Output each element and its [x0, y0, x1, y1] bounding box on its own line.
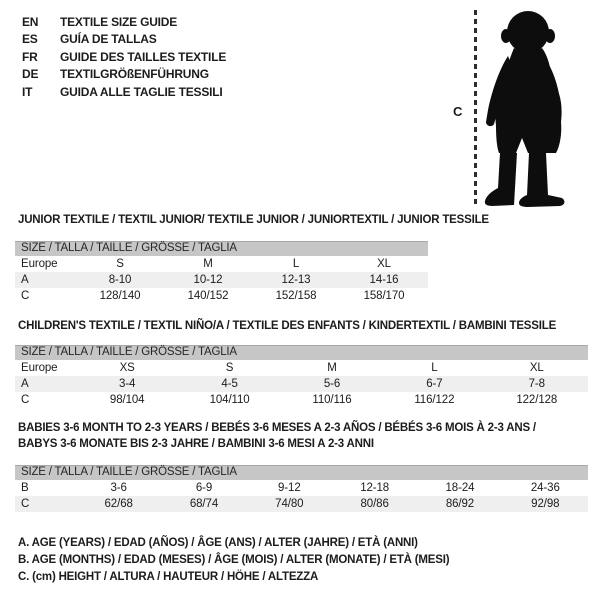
size-cell: M	[327, 362, 337, 374]
language-title: GUIDE DES TAILLES TEXTILE	[60, 49, 227, 64]
size-header-bar	[15, 465, 588, 480]
size-cell: XL	[377, 258, 391, 270]
table-title-line: CHILDREN'S TEXTILE / TEXTIL NIÑO/A / TEXTILE DES ENFANTS / KINDERTEXTIL / BAMBINI TESSILE	[18, 320, 557, 332]
size-cell: 8-10	[108, 274, 132, 286]
size-cell: 7-8	[528, 378, 545, 390]
footnote-c: C. (cm) HEIGHT / ALTURA / HAUTEUR / HÖHE / ALTEZZA	[18, 571, 319, 583]
baby-silhouette-icon	[482, 10, 572, 208]
size-cell: 86/92	[445, 498, 475, 510]
size-cell: 152/158	[275, 290, 317, 302]
size-cell: L	[431, 362, 438, 374]
size-table	[15, 465, 588, 512]
table-row	[15, 480, 588, 496]
size-cell: XL	[529, 362, 544, 374]
size-header-label: SIZE / TALLA / TAILLE / GRÖSSE / TAGLIA	[21, 346, 237, 358]
size-cell: 3-4	[119, 378, 136, 390]
table-title-line: BABIES 3-6 MONTH TO 2-3 YEARS / BEBÉS 3-6 MESES A 2-3 AÑOS / BÉBÉS 3-6 MOIS À 2-3 ANS /	[18, 422, 536, 434]
size-cell: 3-6	[110, 482, 127, 494]
language-title: TEXTILGRÖßENFÜHRUNG	[60, 67, 209, 82]
size-cell: 68/74	[189, 498, 219, 510]
table-row	[15, 360, 588, 376]
table-row	[15, 256, 428, 272]
language-row	[22, 13, 226, 31]
size-header-label: SIZE / TALLA / TAILLE / GRÖSSE / TAGLIA	[21, 242, 237, 254]
size-cell: 128/140	[99, 290, 141, 302]
size-cell: 24-36	[530, 482, 560, 494]
language-title: GUÍA DE TALLAS	[60, 32, 157, 47]
size-cell: 74/80	[275, 498, 304, 510]
size-cell: 92/98	[531, 498, 560, 510]
language-row	[22, 31, 226, 49]
height-measure-line	[474, 10, 477, 206]
row-label: C	[21, 394, 30, 406]
footnotes	[18, 535, 449, 586]
size-cell: M	[203, 258, 213, 270]
size-cell: 10-12	[193, 274, 223, 286]
size-cell: S	[225, 362, 234, 374]
language-code: EN	[22, 14, 39, 29]
size-cell: 62/68	[104, 498, 133, 510]
size-table	[15, 345, 588, 408]
row-label: A	[21, 378, 29, 390]
size-header-bar	[15, 241, 428, 256]
row-label: Europe	[21, 258, 58, 270]
language-list	[22, 13, 226, 101]
size-cell: 12-13	[281, 274, 311, 286]
table-title	[18, 212, 489, 228]
language-code: IT	[22, 84, 33, 99]
row-label: C	[21, 498, 30, 510]
table-row	[15, 376, 588, 392]
size-cell: S	[116, 258, 124, 270]
size-table-grid	[15, 360, 588, 408]
language-row	[22, 66, 226, 84]
table-row	[15, 496, 588, 512]
footnote-a: A. AGE (YEARS) / EDAD (AÑOS) / ÂGE (ANS) / ALTER (JAHRE) / ETÀ (ANNI)	[18, 537, 418, 549]
language-title: TEXTILE SIZE GUIDE	[60, 14, 178, 29]
size-cell: 104/110	[209, 394, 250, 406]
size-table-grid	[15, 480, 588, 512]
size-cell: 80/86	[360, 498, 389, 510]
size-cell: 18-24	[445, 482, 475, 494]
size-table-grid	[15, 256, 428, 304]
table-title-line: JUNIOR TEXTILE / TEXTIL JUNIOR/ TEXTILE JUNIOR / JUNIORTEXTIL / JUNIOR TESSILE	[18, 214, 489, 226]
size-cell: 9-12	[278, 482, 301, 494]
language-title: GUIDA ALLE TAGLIE TESSILI	[60, 84, 223, 99]
language-code: ES	[22, 32, 38, 47]
size-cell: 110/116	[312, 394, 352, 406]
size-table	[15, 241, 428, 304]
size-cell: 6-7	[426, 378, 443, 390]
language-row	[22, 83, 226, 101]
size-cell: XS	[119, 362, 135, 374]
height-measure-label: C	[453, 104, 463, 119]
table-title	[18, 318, 556, 334]
row-label: A	[21, 274, 29, 286]
language-row	[22, 48, 226, 66]
size-header-bar	[15, 345, 588, 360]
language-code: DE	[22, 67, 39, 82]
row-label: Europe	[21, 362, 58, 374]
table-title-line: BABYS 3-6 MONATE BIS 2-3 JAHRE / BAMBINI 3-6 MESI A 2-3 ANNI	[18, 438, 374, 450]
size-header-label: SIZE / TALLA / TAILLE / GRÖSSE / TAGLIA	[21, 466, 237, 478]
size-cell: 116/122	[414, 394, 455, 406]
table-row	[15, 288, 428, 304]
size-cell: 158/170	[363, 290, 405, 302]
size-cell: 5-6	[323, 378, 341, 390]
size-cell: 6-9	[195, 482, 213, 494]
language-code: FR	[22, 49, 38, 64]
table-row	[15, 392, 588, 408]
size-cell: 14-16	[369, 274, 399, 286]
size-cell: 98/104	[109, 394, 145, 406]
size-cell: 140/152	[187, 290, 229, 302]
table-title	[18, 420, 536, 452]
row-label: C	[21, 290, 30, 302]
table-row	[15, 272, 428, 288]
size-cell: L	[292, 258, 300, 270]
size-cell: 122/128	[516, 394, 558, 406]
footnote-b: B. AGE (MONTHS) / EDAD (MESES) / ÂGE (MOIS) / ALTER (MONATE) / ETÀ (MESI)	[18, 554, 450, 566]
size-cell: 12-18	[360, 482, 390, 494]
size-cell: 4-5	[221, 378, 238, 390]
row-label: B	[21, 482, 29, 494]
